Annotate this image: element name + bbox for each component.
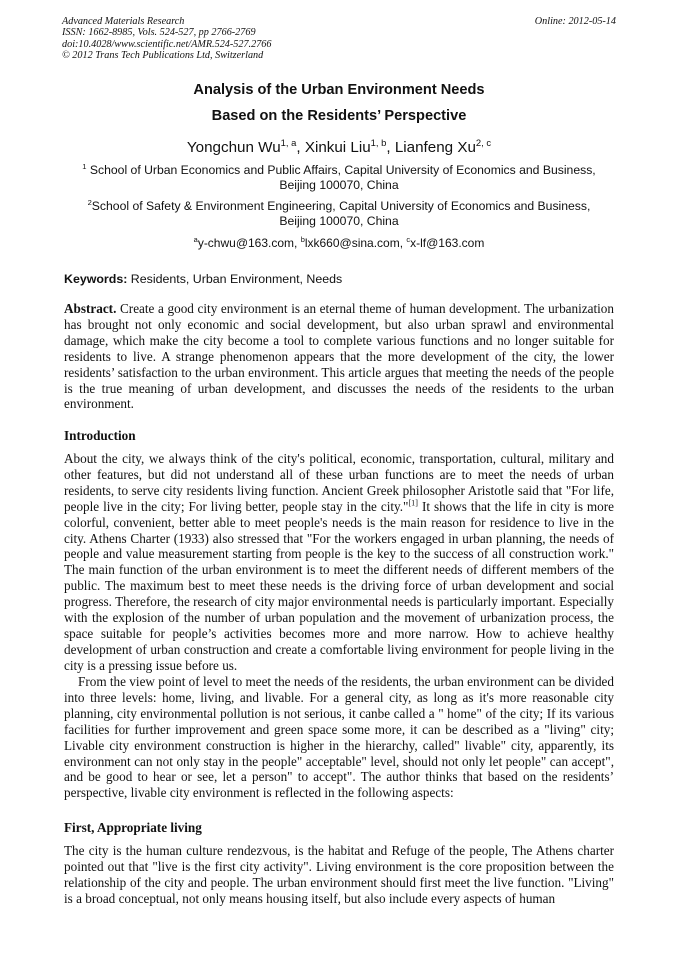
abstract-text: Create a good city environment is an eternal theme of human development. The urbanization has brought not only economic and social development, but also urban sprawl and environmental damage, which make the city become a tool to complete various functions and no longer suitable for residents to live. A strange phenomenon appears that the more development of the city, the lower residents’ satisfaction to the urban environment. This article argues that meeting the needs of the people is the true meaning of urban development, and discusses the needs of the residents to the urban environment. (64, 301, 614, 412)
email-address: y-chwu@163.com, (197, 236, 301, 250)
section-heading-introduction: Introduction (64, 428, 136, 443)
author-affiliation-mark: 2, c (475, 136, 492, 148)
author-name: Xinkui Liu (304, 139, 371, 156)
journal-header (62, 16, 616, 61)
keywords (64, 272, 342, 286)
abstract-paragraph (64, 301, 614, 412)
affiliation-2: $^2$School of Safety & Environment Engineering, Capital University of Economics and Business, Beijing 100070, China (87, 197, 591, 228)
intro-paragraph-2: From the view point of level to meet the needs of the residents, the urban environment can be divided into three levels: home, living, and livable. For a general city, as long as it's more reasonable city planning, city environmental pollution is not serious, it canbe called a " home" of the city; If its various facilities for further improvement and green space some more, it can be described as a "living" city; Livable city environment construction is higher in the hierarchy, called" livable" city, apparently, its environment can not only stay in the people" acceptable" level, should not only let people" can accept", and be good to hear or see, let a person" to accept". The author thinks that based on the residents’ perspective, livable city environment is reflected in the following aspects: (64, 674, 614, 801)
abstract-label: Abstract. (64, 301, 117, 316)
paper-title-line-2: Based on the Residents’ Perspective (211, 108, 467, 124)
email-address: lxk660@sina.com, (304, 236, 407, 250)
author-name: Yongchun Wu (186, 139, 281, 156)
section1-paragraph-1: The city is the human culture rendezvous, is the habitat and Refuge of the people, The Athens charter pointed out that "live is the first city activity". Living environment is the core proposition between the relationship of the city and people. The urban environment should first meet the live function. "Living" is a broad conceptual, not only means housing itself, but also include every aspects of human (64, 843, 614, 906)
online-date: Online: 2012-05-14 (534, 16, 616, 27)
paper-title-line-1: Analysis of the Urban Environment Needs (193, 82, 485, 98)
doi-line: doi:10.4028/www.scientific.net/AMR.524-527.2766 (62, 38, 272, 50)
intro-paragraph-1: About the city, we always think of the city's political, economic, transportation, cultural, military and other features, but did not understand all of these urban functions are to meet the needs of urban residents, to serve city residents living function. Ancient Greek philosopher Aristotle said that "For life, people live in the city; For living better, people stay in the city."[1] It shows that the life in city is more colorful, convenient, better able to meet people's needs is the main reason for residence to live in the city. Athens Charter (1933) also stressed that "For the workers engaged in urban planning, the needs of people and value measurement starting from people is the key to the success of all construction work." The main function of the urban environment is to meet the different needs of different members of the public. The maximum best to meet these needs is the driving force of urban development and social progress. Therefore, the research of city major environmental needs is particularly important. Especially with the explosion of the number of urban population and the movement of urbanization process, the space suitable for people’s activities becomes more and more narrow. How to achieve healthy development of urban construction and create a comfortable living environment for people living in the city is a pressing issue before us. (64, 451, 614, 673)
author-affiliation-mark: 1, b (370, 136, 387, 148)
author-list: Yongchun Wu$^{1, a}$, Xinkui Liu$^{1, b}$, Lianfeng Xu$^{2, c}$ (186, 136, 492, 156)
author-emails: $^a$y-chwu@163.com, $^b$lxk660@sina.com, $^c$x-lf@163.com (193, 235, 485, 250)
author-affiliation-mark: 1, a (280, 136, 297, 148)
citation-ref: [1] (408, 498, 418, 508)
affiliation-1: $^1$ School of Urban Economics and Public Affairs, Capital University of Economics and Business, Beijing 100070, China (82, 161, 596, 192)
keywords-label: Keywords: (64, 272, 128, 286)
keywords-text: Residents, Urban Environment, Needs (127, 272, 343, 286)
section-heading-appropriate-living: First, Appropriate living (64, 820, 202, 835)
copyright-line: © 2012 Trans Tech Publications Ltd, Switzerland (62, 49, 264, 61)
author-name: Lianfeng Xu (394, 139, 476, 156)
issn-line: ISSN: 1662-8985, Vols. 524-527, pp 2766-2769 (62, 27, 256, 39)
journal-name: Advanced Materials Research (62, 16, 185, 27)
email-address: x-lf@163.com (410, 236, 485, 250)
